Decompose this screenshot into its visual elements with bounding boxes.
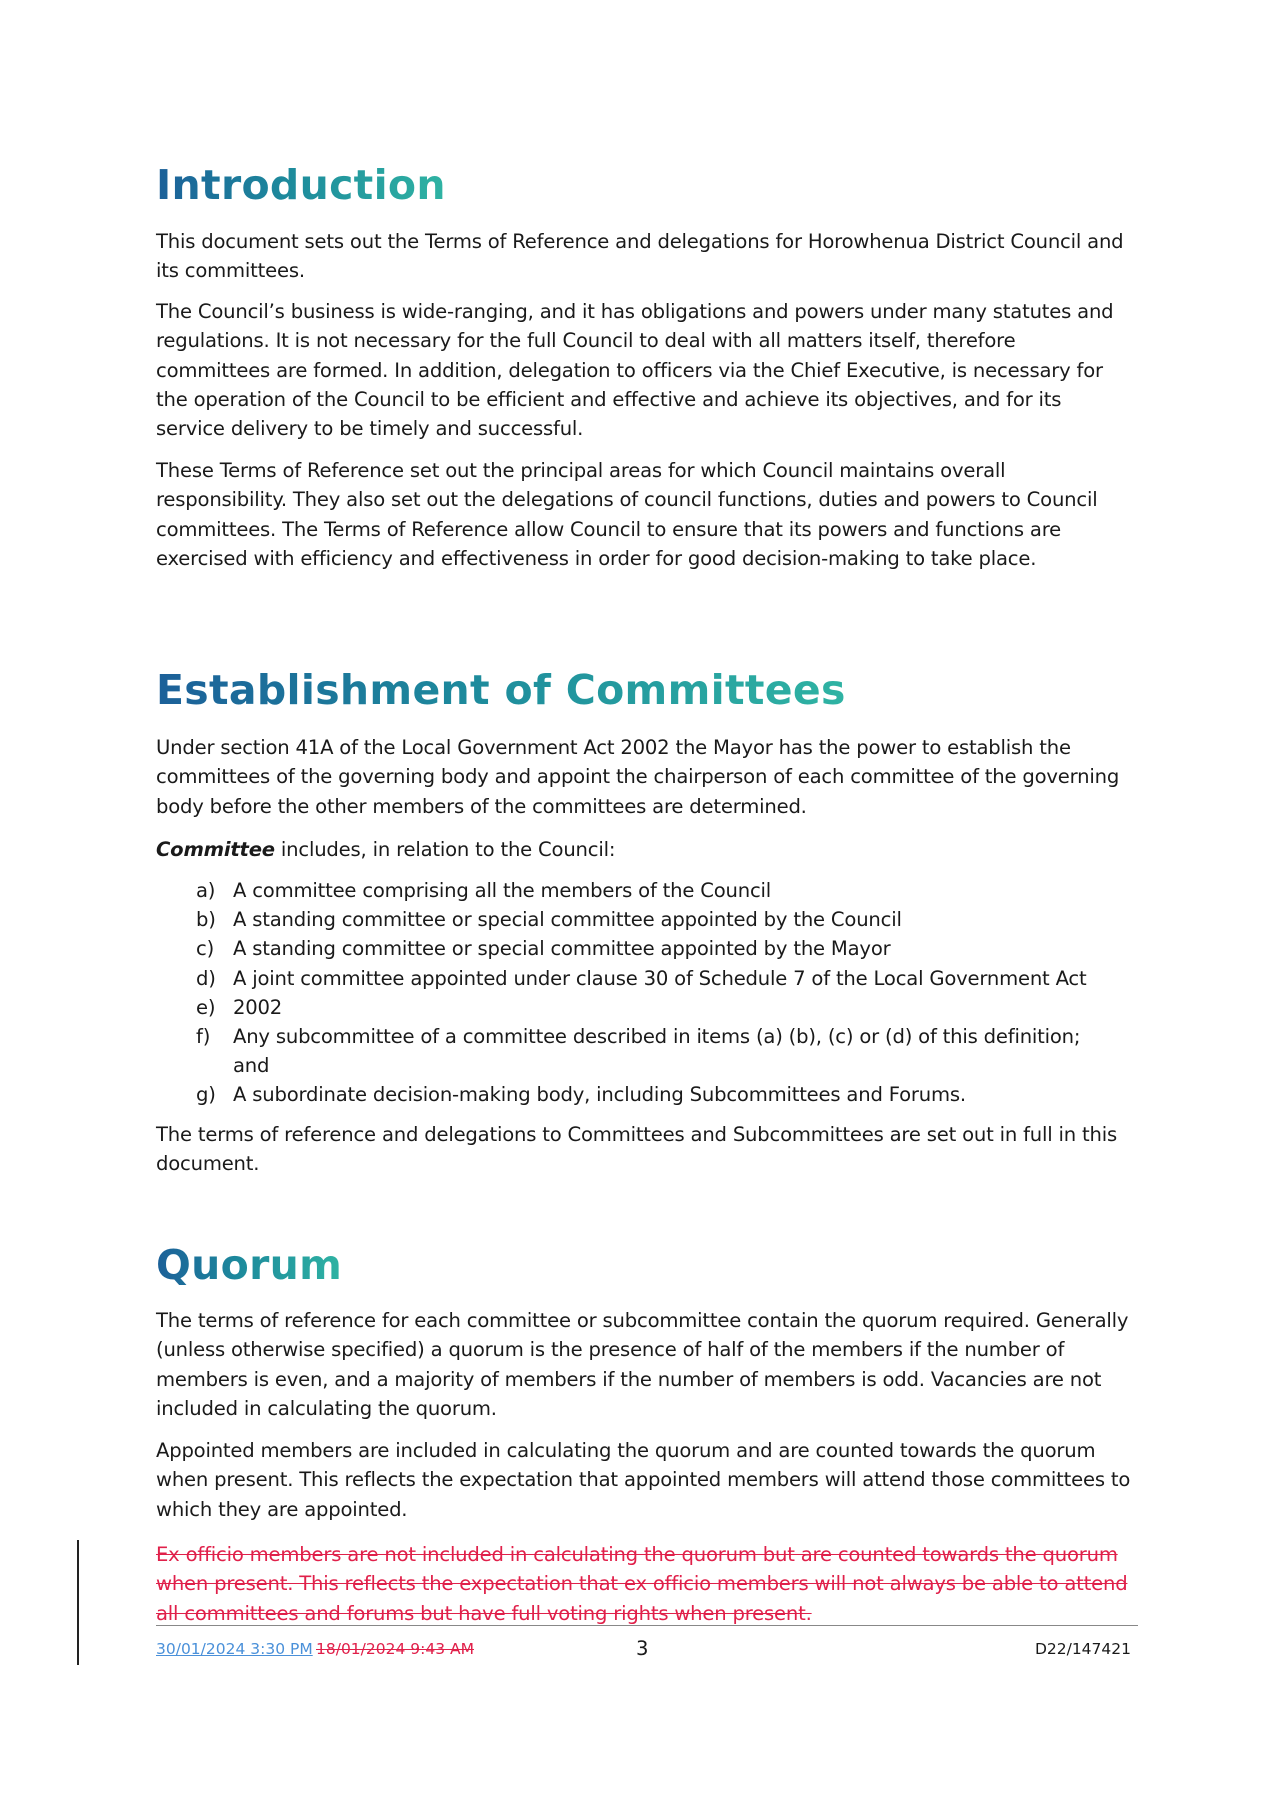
footer-date-inserted: 30/01/2024 3:30 PM — [156, 1640, 313, 1658]
list-marker: e) — [196, 995, 216, 1019]
list-item — [196, 993, 1136, 1022]
list-item-text: A standing committee or special committee appointed by the Council — [233, 908, 902, 932]
list-marker: g) — [196, 1083, 216, 1107]
committee-definition-rest: includes, in relation to the Council: — [274, 838, 616, 861]
list-marker: d) — [196, 966, 216, 990]
list-item-text: A committee comprising all the members of the Council — [233, 879, 772, 902]
list-marker: a) — [196, 879, 216, 902]
quorum-paragraph-2: Appointed members are included in calculating the quorum and are counted towards the quorum when present. This reflects the expectation that appointed members will attend those committees to which they are appointed. — [156, 1439, 1131, 1521]
committee-definition — [156, 835, 1131, 864]
list-item — [196, 1080, 1136, 1109]
list-item-text: A standing committee or special committee appointed by the Mayor — [233, 937, 891, 961]
document-reference: D22/147421 — [1034, 1640, 1131, 1658]
committee-definition-term: Committee — [156, 838, 275, 861]
list-item-text: A subordinate decision-making body, including Subcommittees and Forums. — [233, 1083, 966, 1107]
intro-paragraph-3: These Terms of Reference set out the principal areas for which Council maintains overall responsibility. They also set out the delegations of council functions, duties and powers to Council committees. The Terms of Reference allow Council to ensure that its powers and functions are exercised with efficiency and effectiveness in order for good decision-making to take place. — [156, 459, 1098, 570]
list-item-text: and — [233, 1054, 270, 1078]
list-item — [196, 964, 1136, 993]
list-item — [196, 1022, 1136, 1051]
establishment-heading: Establishment of Committees — [156, 666, 846, 714]
list-item-text: 2002 — [233, 995, 283, 1019]
list-item-text: A joint committee appointed under clause 30 of Schedule 7 of the Local Government Act — [233, 966, 1087, 990]
list-item — [196, 876, 1136, 905]
list-item — [196, 1051, 1136, 1080]
footer-divider — [156, 1625, 1138, 1626]
list-marker: f) — [196, 1024, 211, 1048]
establishment-closing: The terms of reference and delegations to Committees and Subcommittees are set out in full in this document. — [156, 1123, 1117, 1176]
quorum-paragraph-1: The terms of reference for each committee or subcommittee contain the quorum required. Generally (unless otherwise specified) a quorum is the presence of half of the members if the number of members is even, and a majority of members if the number of members is odd. Vacancies are not included in calculating the quorum. — [156, 1309, 1129, 1420]
committee-types-list — [196, 876, 1136, 1110]
intro-paragraph-1: This document sets out the Terms of Reference and delegations for Horowhenua District Council and its committees. — [156, 230, 1124, 283]
introduction-heading: Introduction — [156, 161, 446, 209]
list-item-text: Any subcommittee of a committee described in items (a) (b), (c) or (d) of this definition; — [233, 1024, 1081, 1048]
intro-paragraph-2: The Council’s business is wide-ranging, and it has obligations and powers under many statutes and regulations. It is not necessary for the full Council to deal with all matters itself, therefore committees are formed. In addition, delegation to officers via the Chief Executive, is necessary for the operation of the Council to be efficient and effective and achieve its objectives, and for its service delivery to be timely and successful. — [156, 300, 1114, 441]
list-marker: c) — [196, 937, 215, 961]
establishment-intro: Under section 41A of the Local Government Act 2002 the Mayor has the power to establish the committees of the governing body and appoint the chairperson of each committee of the governing body before the other members of the committees are determined. — [156, 736, 1120, 818]
footer-date-deleted: 18/01/2024 9:43 AM — [316, 1640, 474, 1658]
deleted-quorum-paragraph: Ex officio members are not included in calculating the quorum but are counted towards the quorum when present. This reflects the expectation that ex officio members will not always be able to attend all committees and forums but have full voting rights when present. — [156, 1543, 1128, 1625]
quorum-heading: Quorum — [156, 1241, 343, 1289]
page-number: 3 — [636, 1637, 649, 1660]
tracked-change-bar — [77, 1540, 79, 1665]
list-item — [196, 934, 1136, 963]
list-item — [196, 905, 1136, 934]
list-marker: b) — [196, 908, 216, 932]
